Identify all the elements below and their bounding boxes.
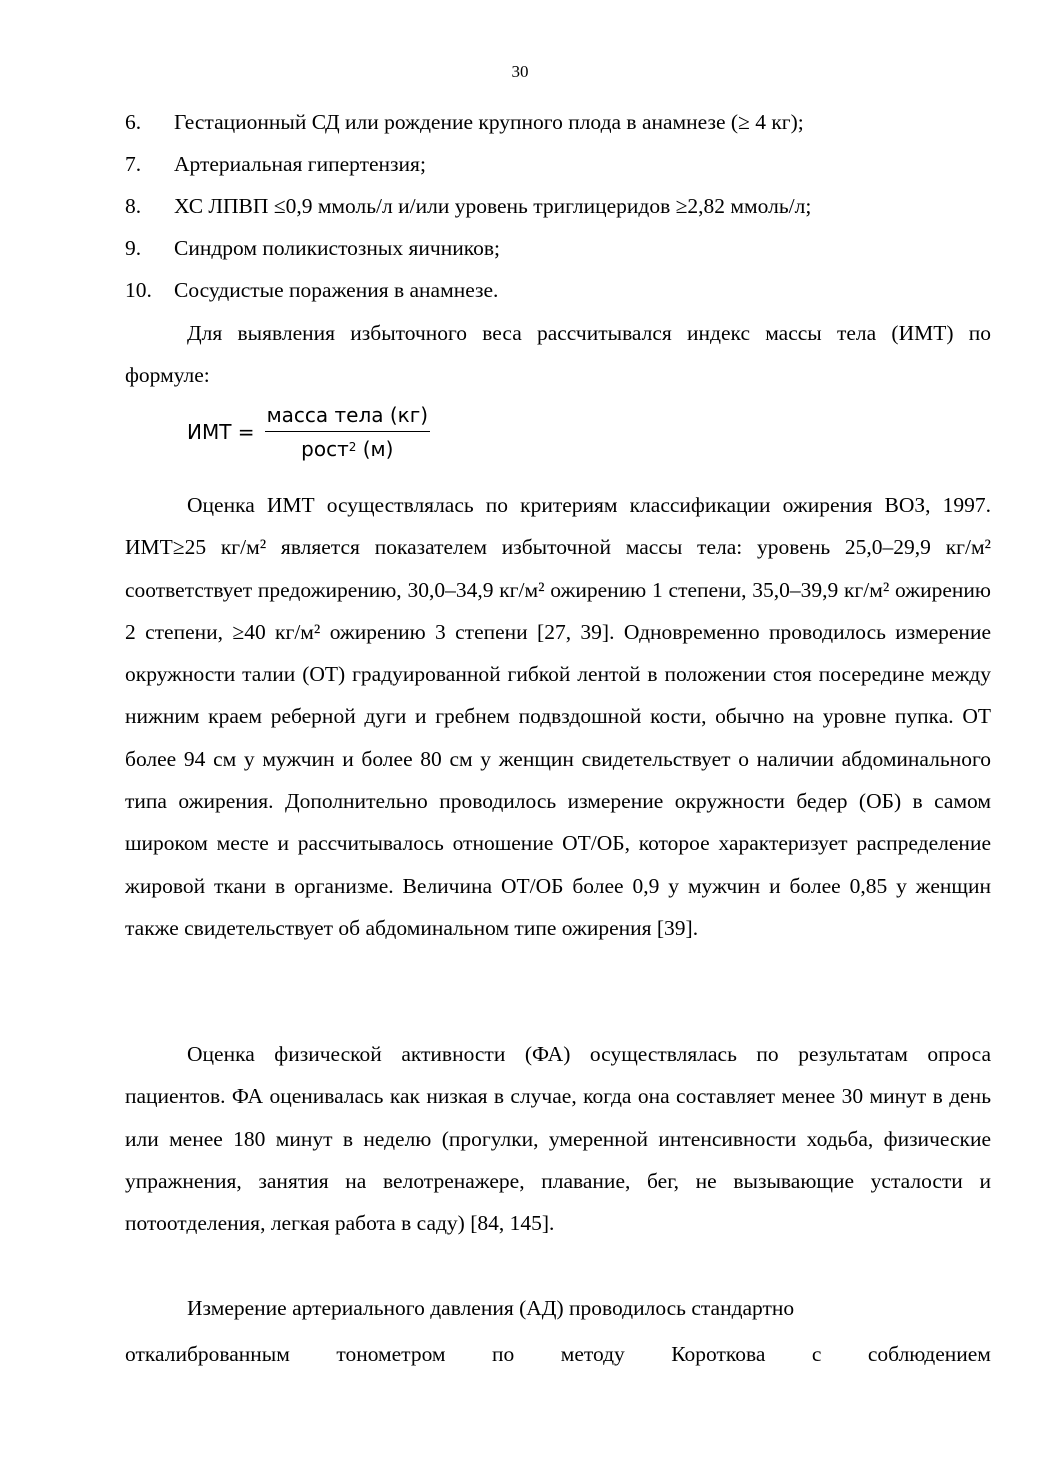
list-item: [125, 227, 995, 269]
word: соблюдением: [867, 1342, 991, 1366]
formula-denominator-unit: (м): [356, 437, 394, 461]
word: откалиброванным: [125, 1342, 290, 1366]
list-item-text: ХС ЛПВП ≤0,9 ммоль/л и/или уровень триглицеридов ≥2,82 ммоль/л;: [174, 194, 812, 218]
list-item-number: 7.: [125, 152, 142, 176]
list-item-text: Артериальная гипертензия;: [174, 152, 426, 176]
paragraph-physical-activity: Оценка физической активности (ФА) осуществлялась по результатам опроса пациентов. ФА оценивалась как низкая в случае, когда она составляет менее 30 минут в день или менее 180 минут в неделю (прогулки, умеренной интенсивности ходьба, физические упражнения, занятия на велотренажере, плавание, бег, не вызывающие усталости и потоотделения, легкая работа в саду) [84, 145].: [125, 1042, 991, 1236]
word: тонометром: [336, 1342, 446, 1366]
paragraph-blood-pressure: Измерение артериального давления (АД) проводилось стандартно: [187, 1296, 795, 1320]
bmi-formula: [187, 398, 430, 466]
formula-numerator: масса тела (кг): [265, 402, 431, 432]
word: с: [811, 1342, 822, 1366]
paragraph-bmi-assessment: Оценка ИМТ осуществлялась по критериям классификации ожирения ВОЗ, 1997. ИМТ≥25 кг/м² является показателем избыточной массы тела: уровень 25,0–29,9 кг/м² соответствует предожирению, 30,0–34,9 кг/м² ожирению 1 степени, 35,0–39,9 кг/м² ожирению 2 степени, ≥40 кг/м² ожирению 3 степени [27, 39]. Одновременно проводилось измерение окружности талии (ОТ) градуированной гибкой лентой в положении стоя посередине между нижним краем реберной дуги и гребнем подвздошной кости, обычно на уровне пупка. ОТ более 94 см у мужчин и более 80 см у женщин свидетельствует о наличии абдоминального типа ожирения. Дополнительно проводилось измерение окружности бедер (ОБ) в самом широком месте и рассчитывалось отношение ОТ/ОБ, которое характеризует распределение жировой ткани в организме. Величина ОТ/ОБ более 0,9 у мужчин и более 0,85 у женщин также свидетельствует об абдоминальном типе ожирения [39].: [125, 493, 991, 940]
list-item-number: 10.: [125, 278, 152, 302]
formula-fraction: [265, 402, 431, 462]
risk-factor-list: [125, 101, 995, 311]
paragraph-blood-pressure-line2: [125, 1333, 991, 1375]
list-item: [125, 269, 995, 311]
paragraph-bmi-intro: Для выявления избыточного веса рассчитывался индекс массы тела (ИМТ) по формуле:: [125, 321, 991, 388]
list-item-number: 9.: [125, 236, 142, 260]
list-item-number: 8.: [125, 194, 142, 218]
word: по: [492, 1342, 515, 1366]
list-item: [125, 101, 995, 143]
formula-denominator: [301, 432, 393, 462]
list-item-text: Синдром поликистозных яичников;: [174, 236, 500, 260]
formula-exponent: 2: [348, 440, 357, 454]
list-item-text: Сосудистые поражения в анамнезе.: [174, 278, 499, 302]
list-item: [125, 143, 995, 185]
list-item-number: 6.: [125, 110, 142, 134]
word: методу: [560, 1342, 625, 1366]
formula-denominator-base: рост: [301, 437, 349, 461]
list-item: [125, 185, 995, 227]
formula-lhs: ИМТ =: [187, 420, 255, 444]
page-number: 30: [511, 62, 529, 81]
word: Короткова: [671, 1342, 766, 1366]
list-item-text: Гестационный СД или рождение крупного плода в анамнезе (≥ 4 кг);: [174, 110, 804, 134]
